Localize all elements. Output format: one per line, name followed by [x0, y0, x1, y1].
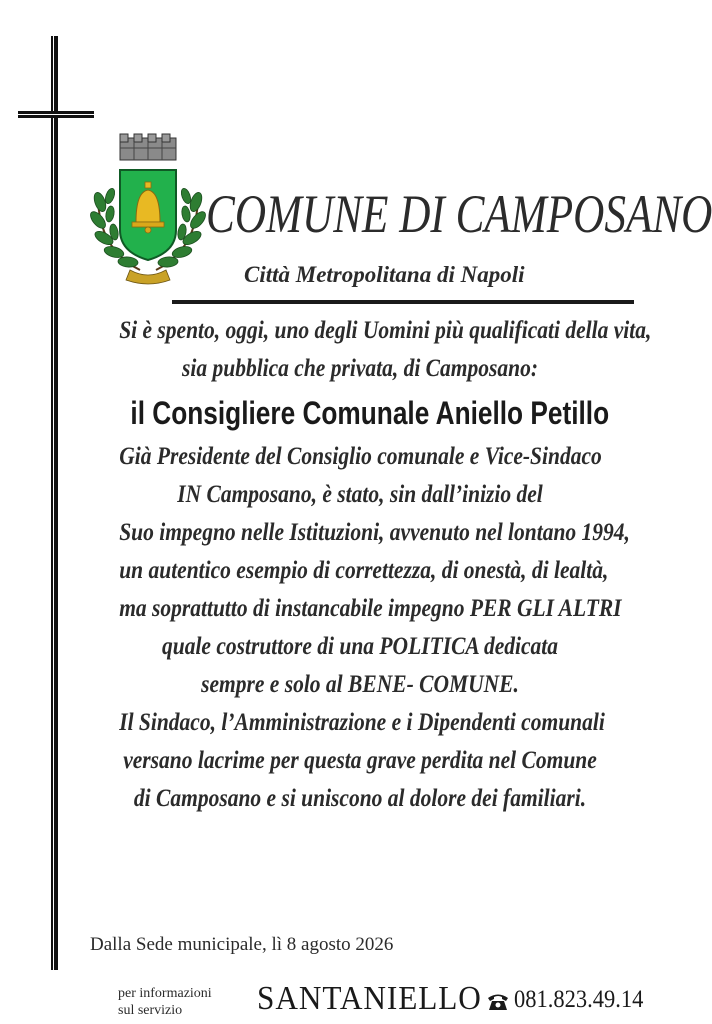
municipal-crest-icon — [90, 130, 206, 290]
intro-line: Si è spento, oggi, uno degli Uomini più qualificati della vita, — [119, 317, 652, 344]
body-line: un autentico esempio di correttezza, di onestà, di lealtà, — [119, 557, 609, 584]
body-line: sempre e solo al BENE- COMUNE. — [201, 671, 519, 698]
page-title: COMUNE DI CAMPOSANO — [206, 184, 712, 244]
phone-number[interactable]: 081.823.49.14 — [514, 986, 644, 1013]
body-line: versano lacrime per questa grave perdita nel Comune — [123, 747, 597, 774]
body-line: di Camposano e si uniscono al dolore dei familiari. — [133, 785, 587, 812]
page-subtitle: Città Metropolitana di Napoli — [244, 262, 525, 287]
body-line: Già Presidente del Consiglio comunale e Vice-Sindaco — [119, 443, 602, 470]
service-info-line: per informazioni — [118, 986, 212, 1001]
body-line: IN Camposano, è stato, sin dall’inizio del — [177, 481, 543, 508]
intro-line: sia pubblica che privata, di Camposano: — [182, 355, 538, 382]
body-line: quale costruttore di una POLITICA dedicata — [161, 633, 558, 660]
service-info-line: sul servizio — [118, 1003, 183, 1018]
cross-horizontal-bar — [18, 111, 94, 118]
announcement-headline: il Consigliere Comunale Aniello Petillo — [130, 395, 610, 431]
crown-icon — [120, 134, 176, 160]
body-line: Il Sindaco, l’Amministrazione e i Dipendenti comunali — [119, 709, 605, 736]
date-line: Dalla Sede municipale, lì 8 agosto 2026 — [90, 934, 394, 955]
body-line: ma soprattutto di instancabile impegno PER GLI ALTRI — [119, 595, 622, 622]
header-divider — [172, 300, 634, 304]
service-info — [118, 985, 248, 1019]
body-line: Suo impegno nelle Istituzioni, avvenuto nel lontano 1994, — [119, 519, 630, 546]
telephone-icon — [486, 992, 510, 1012]
cross-vertical-bar — [51, 36, 58, 970]
announcement-text — [80, 312, 652, 818]
funeral-service-brand: SANTANIELLO — [257, 980, 482, 1017]
